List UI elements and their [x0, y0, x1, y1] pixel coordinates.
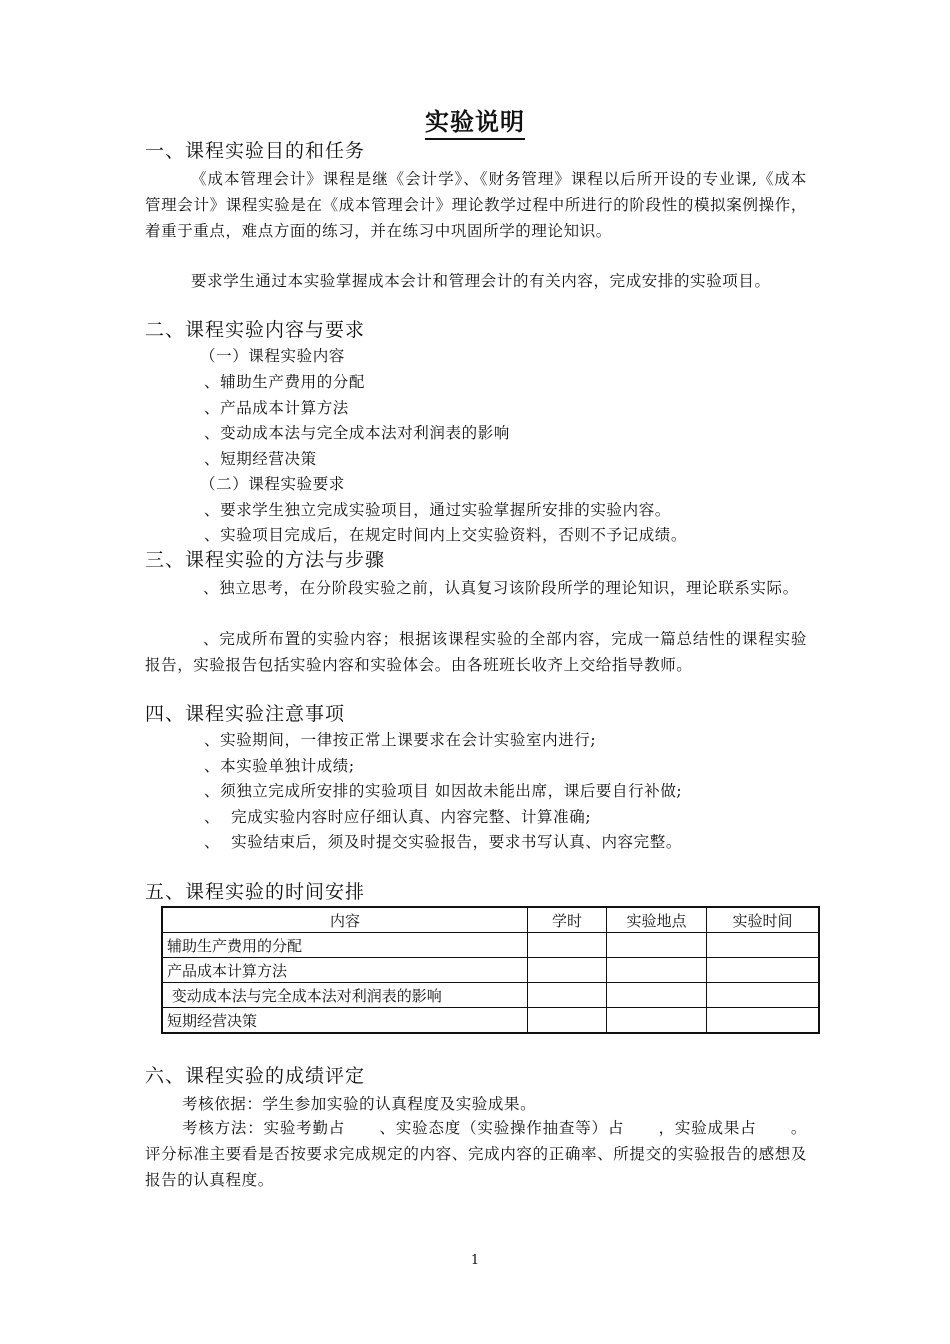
table-cell: 辅助生产费用的分配: [162, 933, 528, 958]
list-item: 、要求学生独立完成实验项目，通过实验掌握所安排的实验内容。: [204, 501, 671, 519]
column-header: 实验时间: [707, 907, 820, 933]
section-1-paragraph-2: 要求学生通过本实验掌握成本会计和管理会计的有关内容，完成安排的实验项目。: [191, 272, 771, 290]
section-1-paragraph-1: 《成本管理会计》课程是继《会计学》、《财务管理》课程以后所开设的专业课,《成本管理会计》课程实验是在《成本管理会计》理论教学过程中所进行的阶段性的模拟案例操作，着重于重点，难点方面的练习，并在练习中巩固所学的理论知识。: [145, 170, 807, 240]
list-item: 、变动成本法与完全成本法对利润表的影响: [204, 424, 510, 442]
column-header: 实验地点: [607, 907, 707, 933]
assessment-method: 考核方法：实验考勤占 、实验态度（实验操作抽查等）占 ，实验成果占 。评分标准主要看是否按要求完成规定的内容、完成内容的正确率、所提交的实验报告的感想及报告的认真程度。: [145, 1119, 807, 1189]
table-cell: [707, 983, 820, 1008]
list-item: 、 完成实验内容时应仔细认真、内容完整、计算准确;: [204, 808, 592, 826]
schedule-table: [161, 906, 820, 1034]
column-header: 学时: [528, 907, 607, 933]
section-2-subheading-2: （二）课程实验要求: [200, 475, 345, 493]
table-cell: 产品成本计算方法: [162, 958, 528, 983]
section-2-heading: 二、课程实验内容与要求: [145, 319, 366, 341]
table-cell: [528, 1008, 607, 1034]
section-3-heading: 三、课程实验的方法与步骤: [145, 549, 386, 571]
table-cell: [607, 933, 707, 958]
table-cell: [607, 983, 707, 1008]
page-number: 1: [470, 1253, 480, 1268]
section-2-subheading-1: （一）课程实验内容: [200, 347, 345, 365]
table-cell: [607, 958, 707, 983]
table-cell: 短期经营决策: [162, 1008, 528, 1034]
list-item: 、实验项目完成后，在规定时间内上交实验资料，否则不予记成绩。: [204, 526, 688, 544]
list-item: 、 实验结束后，须及时提交实验报告，要求书写认真、内容完整。: [204, 833, 682, 851]
section-3-paragraph-1: 、独立思考，在分阶段实验之前，认真复习该阶段所学的理论知识，理论联系实际。: [203, 579, 799, 597]
list-item: 、须独立完成所安排的实验项目 如因故未能出席，课后要自行补做;: [204, 782, 683, 800]
list-item: 、产品成本计算方法: [204, 399, 349, 417]
list-item: 、本实验单独计成绩;: [204, 757, 355, 775]
table-cell: [707, 1008, 820, 1034]
list-item: 、短期经营决策: [204, 450, 317, 468]
section-4-heading: 四、课程实验注意事项: [145, 703, 346, 725]
table-row: [162, 958, 819, 983]
section-5-heading: 五、课程实验的时间安排: [145, 881, 366, 903]
table-cell: [707, 933, 820, 958]
table-row: [162, 933, 819, 958]
table-cell: 变动成本法与完全成本法对利润表的影响: [162, 983, 528, 1008]
table-cell: [528, 933, 607, 958]
table-cell: [707, 958, 820, 983]
list-item: 、实验期间，一律按正常上课要求在会计实验室内进行;: [204, 731, 597, 749]
assessment-basis: 考核依据：学生参加实验的认真程度及实验成果。: [182, 1095, 537, 1113]
column-header: 内容: [162, 907, 528, 933]
table-cell: [528, 983, 607, 1008]
list-item: 、辅助生产费用的分配: [204, 373, 366, 391]
table-cell: [528, 958, 607, 983]
table-cell: [607, 1008, 707, 1034]
page-title: 实验说明: [0, 102, 950, 137]
section-6-heading: 六、课程实验的成绩评定: [145, 1065, 366, 1087]
section-1-heading: 一、课程实验目的和任务: [145, 140, 366, 162]
table-row: [162, 983, 819, 1008]
section-3-paragraph-2: 、完成所布置的实验内容；根据该课程实验的全部内容，完成一篇总结性的课程实验报告，实验报告包括实验内容和实验体会。由各班班长收齐上交给指导教师。: [145, 630, 807, 674]
table-row: [162, 1008, 819, 1034]
table-header-row: [162, 907, 819, 933]
